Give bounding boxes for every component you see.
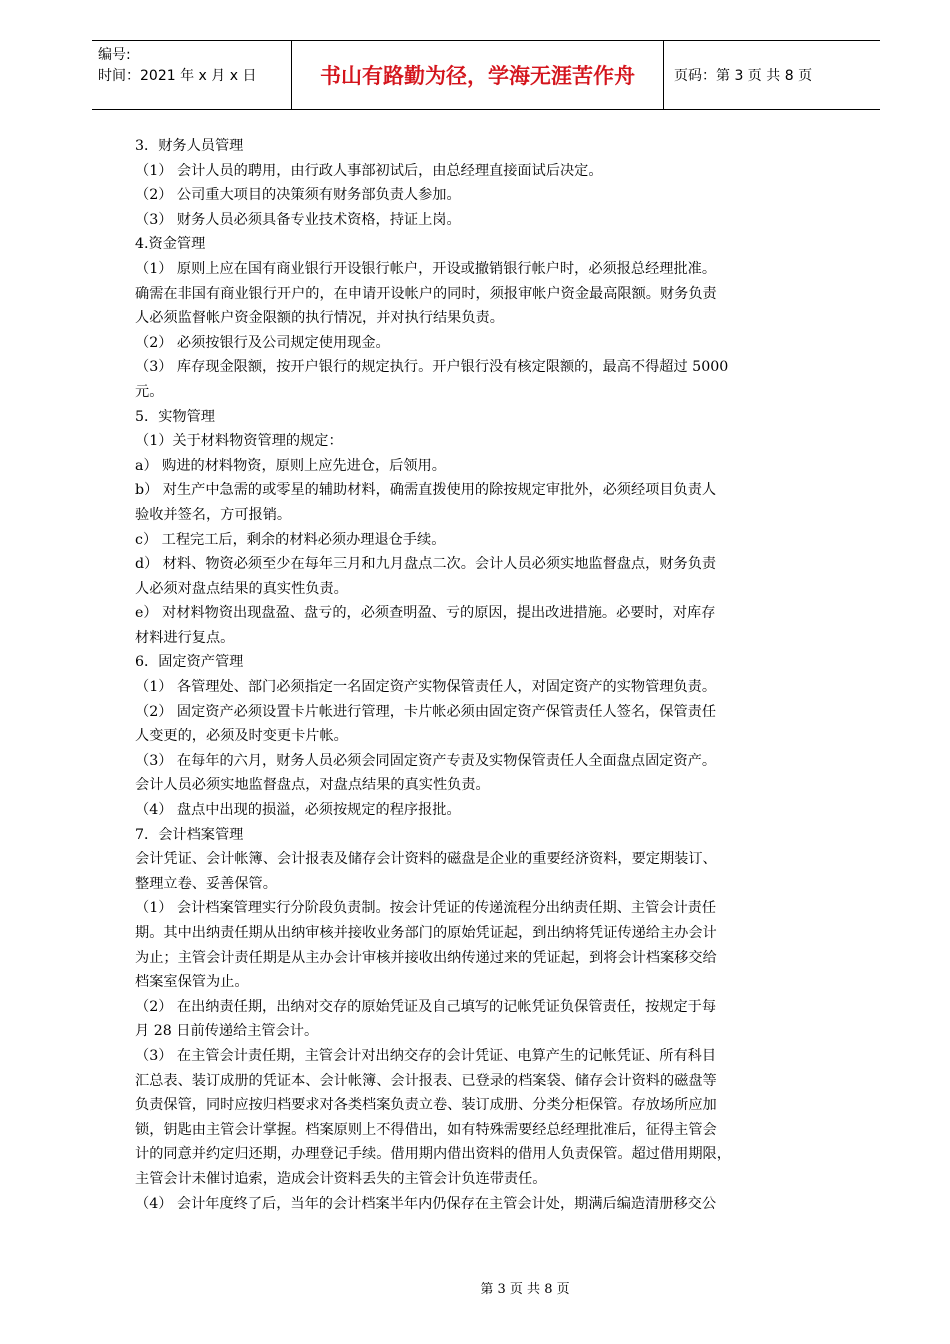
page-footer: 第 3 页 共 8 页	[480, 1282, 570, 1297]
body-line: 整理立卷、妥善保管。	[135, 875, 277, 892]
body-line: 元。	[135, 383, 164, 400]
body-line: （3） 在每年的六月，财务人员必须会同固定资产专责及实物保管责任人全面盘点固定资产。	[135, 752, 717, 769]
body-line: （2） 在出纳责任期，出纳对交存的原始凭证及自己填写的记帐凭证负保管责任，按规定于每	[135, 998, 717, 1015]
body-line: （4） 盘点中出现的损溢，必须按规定的程序报批。	[135, 802, 461, 819]
body-line: 人必须监督帐户资金限额的执行情况，并对执行结果负责。	[135, 310, 504, 327]
body-line: d） 材料、物资必须至少在每年三月和九月盘点二次。会计人员必须实地监督盘点，财务负责	[135, 556, 717, 573]
body-line: （2） 固定资产必须设置卡片帐进行管理，卡片帐必须由固定资产保管责任人签名，保管责任	[135, 703, 717, 720]
body-line: （3） 库存现金限额，按开户银行的规定执行。开户银行没有核定限额的，最高不得超过 5000	[135, 359, 729, 376]
body-line: （1）关于材料物资管理的规定：	[135, 433, 343, 450]
body-line: 确需在非国有商业银行开户的，在申请开设帐户的同时，须报审帐户资金最高限额。财务负责	[135, 285, 717, 302]
body-line: 会计凭证、会计帐簿、会计报表及储存会计资料的磁盘是企业的重要经济资料，要定期装订、	[135, 851, 717, 868]
body-line: 人必须对盘点结果的真实性负责。	[135, 580, 348, 597]
body-line: 负责保管，同时应按归档要求对各类档案负责立卷、装订成册、分类分柜保管。存放场所应加	[135, 1097, 717, 1114]
body-line: 5．实物管理	[135, 408, 215, 425]
body-line: a） 购进的材料物资，原则上应先进仓，后领用。	[135, 457, 446, 474]
body-line: （2） 公司重大项目的决策须有财务部负责人参加。	[135, 187, 461, 204]
body-line: b） 对生产中急需的或零星的辅助材料，确需直拨使用的除按规定审批外，必须经项目负责人	[135, 482, 717, 499]
body-line: （3） 财务人员必须具备专业技术资格，持证上岗。	[135, 211, 461, 228]
body-line: 汇总表、装订成册的凭证本、会计帐簿、会计报表、已登录的档案袋、储存会计资料的磁盘等	[135, 1072, 717, 1089]
body-line: （1） 各管理处、部门必须指定一名固定资产实物保管责任人，对固定资产的实物管理负责。	[135, 679, 717, 696]
body-line: （2） 必须按银行及公司规定使用现金。	[135, 334, 390, 351]
body-line: 期。其中出纳责任期从出纳审核并接收业务部门的原始凭证起，到出纳将凭证传递给主办会计	[135, 925, 717, 941]
header-motto: 书山有路勤为径，学海无涯苦作舟	[292, 41, 664, 109]
header-page-number: 页码：第 3 页 共 8 页	[674, 68, 813, 84]
body-line: 6．固定资产管理	[135, 654, 244, 671]
doc-code-label: 编号:	[98, 47, 131, 63]
doc-time-label: 时间：2021 年 x 月 x 日	[98, 68, 257, 84]
body-line: （4） 会计年度终了后，当年的会计档案半年内仍保存在主管会计处，期满后编造清册移交公	[135, 1195, 717, 1212]
body-line: 3．财务人员管理	[135, 138, 244, 154]
body-line: （1） 会计档案管理实行分阶段负责制。按会计凭证的传递流程分出纳责任期、主管会计责任	[135, 900, 717, 917]
document-body	[135, 134, 840, 1216]
body-line: （1） 原则上应在国有商业银行开设银行帐户，开设或撤销银行帐户时，必须报总经理批准。	[135, 260, 717, 277]
body-line: e） 对材料物资出现盘盈、盘亏的，必须查明盈、亏的原因，提出改进措施。必要时，对库存	[135, 605, 716, 622]
page-header	[92, 40, 880, 110]
body-line: （1） 会计人员的聘用，由行政人事部初试后，由总经理直接面试后决定。	[135, 162, 603, 179]
body-line: 材料进行复点。	[135, 629, 235, 646]
body-line: 锁，钥匙由主管会计掌握。档案原则上不得借出，如有特殊需要经总经理批准后，征得主管会	[135, 1121, 717, 1138]
body-line: c） 工程完工后，剩余的材料必须办理退仓手续。	[135, 531, 446, 548]
body-line: 月 28 日前传递给主管会计。	[135, 1023, 319, 1040]
body-line: 主管会计未催讨追索，造成会计资料丢失的主管会计负连带责任。	[135, 1170, 547, 1187]
body-line: 4.资金管理	[135, 236, 206, 253]
body-line: 会计人员必须实地监督盘点，对盘点结果的真实性负责。	[135, 777, 490, 794]
body-line: 人变更的，必须及时变更卡片帐。	[135, 728, 348, 745]
body-line: 档案室保管为止。	[135, 974, 249, 991]
header-meta	[92, 41, 292, 109]
body-line: 为止；主管会计责任期是从主办会计审核并接收出纳传递过来的凭证起，到将会计档案移交给	[135, 949, 717, 966]
body-line: （3） 在主管会计责任期，主管会计对出纳交存的会计凭证、电算产生的记帐凭证、所有科目	[135, 1047, 717, 1064]
body-line: 7．会计档案管理	[135, 826, 244, 843]
body-line: 计的同意并约定归还期，办理登记手续。借用期内借出资料的借用人负责保管。超过借用期限，	[135, 1146, 731, 1163]
body-line: 验收并签名，方可报销。	[135, 506, 292, 523]
